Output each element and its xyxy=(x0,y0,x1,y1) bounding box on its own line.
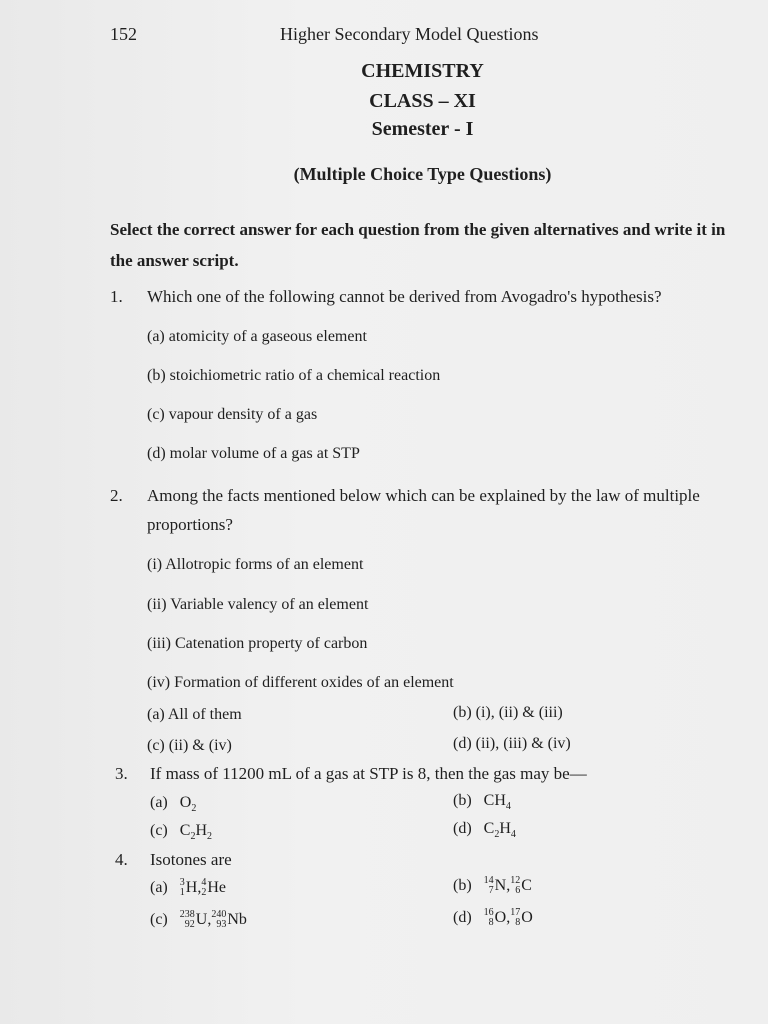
q1-option-c: (c) vapour density of a gas xyxy=(147,406,318,423)
q3-option-b xyxy=(453,792,511,812)
q4-d1-atomic: 8 xyxy=(488,917,494,928)
q4-option-d-isotope-2 xyxy=(510,908,533,928)
q4-d2-mass: 17 xyxy=(510,907,521,918)
q2-option-b: (b) (i), (ii) & (iii) xyxy=(453,704,563,721)
q4-option-a-label: (a) xyxy=(150,879,168,896)
q1-number: 1. xyxy=(110,287,123,306)
q1-text: Which one of the following cannot be derived from Avogadro's hypothesis? xyxy=(147,287,662,306)
q4-d2-element: O xyxy=(521,909,533,926)
q4-c2-atomic: 93 xyxy=(216,919,227,930)
q3-option-c-label: (c) xyxy=(150,822,168,839)
instruction-text: Select the correct answer for each question from the given alternatives and write it in the answer script. xyxy=(110,220,726,270)
q3-option-c-element-1: C xyxy=(179,822,191,839)
q4-c1-atomic: 92 xyxy=(184,919,195,930)
q2-text-line1: Among the facts mentioned below which can be explained by the law of multiple xyxy=(147,486,700,505)
q4-b2-atomic: 6 xyxy=(515,885,521,896)
q4-b1-element: N xyxy=(494,877,507,894)
q3-option-c-subscript-1: 2 xyxy=(190,831,196,843)
q2-text-line2: proportions? xyxy=(147,515,233,534)
q2-statement-i: (i) Allotropic forms of an element xyxy=(147,556,364,573)
running-title: Higher Secondary Model Questions xyxy=(280,24,539,44)
q3-option-d xyxy=(453,820,516,840)
q4-d1-element: O xyxy=(494,909,507,926)
q4-a1-mass: 3 xyxy=(179,877,185,888)
q3-option-d-subscript-2: 4 xyxy=(510,829,516,841)
q4-option-d-label: (d) xyxy=(453,909,472,926)
q4-option-c-isotope-1 xyxy=(180,910,208,930)
q3-option-a-subscript: 2 xyxy=(191,803,197,815)
q4-option-b-isotope-2 xyxy=(510,876,532,896)
q3-text: If mass of 11200 mL of a gas at STP is 8, then the gas may be— xyxy=(150,764,587,783)
q3-option-d-subscript-1: 2 xyxy=(494,829,500,841)
q4-d2-atomic: 8 xyxy=(515,917,521,928)
q3-option-b-label: (b) xyxy=(453,792,472,809)
q1-option-a: (a) atomicity of a gaseous element xyxy=(147,328,367,345)
q4-option-b-label: (b) xyxy=(453,877,472,894)
q2-option-c: (c) (ii) & (iv) xyxy=(147,737,232,754)
q4-a1-element: H xyxy=(185,879,198,896)
q4-option-b-isotope-1 xyxy=(484,876,507,896)
q1-option-b: (b) stoichiometric ratio of a chemical reaction xyxy=(147,367,441,384)
q4-a2-element: He xyxy=(207,879,226,896)
q4-option-a xyxy=(150,878,226,898)
q4-a-separator: , xyxy=(197,879,202,896)
q3-option-d-label: (d) xyxy=(453,820,472,837)
q4-number: 4. xyxy=(115,850,128,869)
q4-b2-mass: 12 xyxy=(510,875,521,886)
q4-c2-element: Nb xyxy=(227,911,247,928)
q4-option-c-isotope-2 xyxy=(211,910,247,930)
q4-c-separator: , xyxy=(207,911,212,928)
q4-option-d-isotope-1 xyxy=(484,908,507,928)
q4-d1-mass: 16 xyxy=(483,907,494,918)
q4-b-separator: , xyxy=(506,877,511,894)
q4-a1-atomic: 1 xyxy=(179,887,185,898)
q4-a2-atomic: 2 xyxy=(201,887,207,898)
q4-c1-element: U xyxy=(195,911,208,928)
q3-option-a xyxy=(150,794,196,814)
q3-option-d-element-2: H xyxy=(499,820,511,837)
q3-option-b-subscript: 4 xyxy=(505,801,511,813)
q2-statement-ii: (ii) Variable valency of an element xyxy=(147,596,369,613)
q4-d-separator: , xyxy=(506,909,511,926)
question-type-title: (Multiple Choice Type Questions) xyxy=(293,164,552,184)
q4-option-c xyxy=(150,910,247,930)
q4-a2-mass: 4 xyxy=(201,877,207,888)
q1-option-d: (d) molar volume of a gas at STP xyxy=(147,445,360,462)
q2-number: 2. xyxy=(110,486,123,505)
q2-option-a: (a) All of them xyxy=(147,706,242,723)
q4-option-d xyxy=(453,908,533,928)
q3-option-c-subscript-2: 2 xyxy=(207,831,212,843)
q4-option-a-isotope-2 xyxy=(201,878,226,898)
q3-option-c xyxy=(150,822,212,842)
q4-option-a-isotope-1 xyxy=(180,878,198,898)
q4-b1-mass: 14 xyxy=(483,875,494,886)
q2-statement-iii: (iii) Catenation property of carbon xyxy=(147,635,368,652)
q4-option-c-label: (c) xyxy=(150,911,168,928)
q3-number: 3. xyxy=(115,764,128,783)
q4-text: Isotones are xyxy=(150,850,232,869)
q4-b1-atomic: 7 xyxy=(488,885,494,896)
q2-statement-iv: (iv) Formation of different oxides of an element xyxy=(147,674,454,691)
q4-option-b xyxy=(453,876,532,896)
q3-option-b-element: CH xyxy=(483,792,506,809)
q3-option-d-element-1: C xyxy=(483,820,495,837)
subject-title: CHEMISTRY xyxy=(361,60,484,82)
semester-title: Semester - I xyxy=(371,118,474,140)
class-title: CLASS – XI xyxy=(369,90,476,112)
q3-option-c-element-2: H xyxy=(195,822,207,839)
q4-b2-element: C xyxy=(521,877,532,894)
q3-option-a-element: O xyxy=(179,794,192,811)
q4-c2-mass: 240 xyxy=(211,909,227,920)
q2-option-d: (d) (ii), (iii) & (iv) xyxy=(453,735,571,752)
q3-option-a-label: (a) xyxy=(150,794,168,811)
page-number: 152 xyxy=(110,24,137,44)
q4-c1-mass: 238 xyxy=(179,909,195,920)
